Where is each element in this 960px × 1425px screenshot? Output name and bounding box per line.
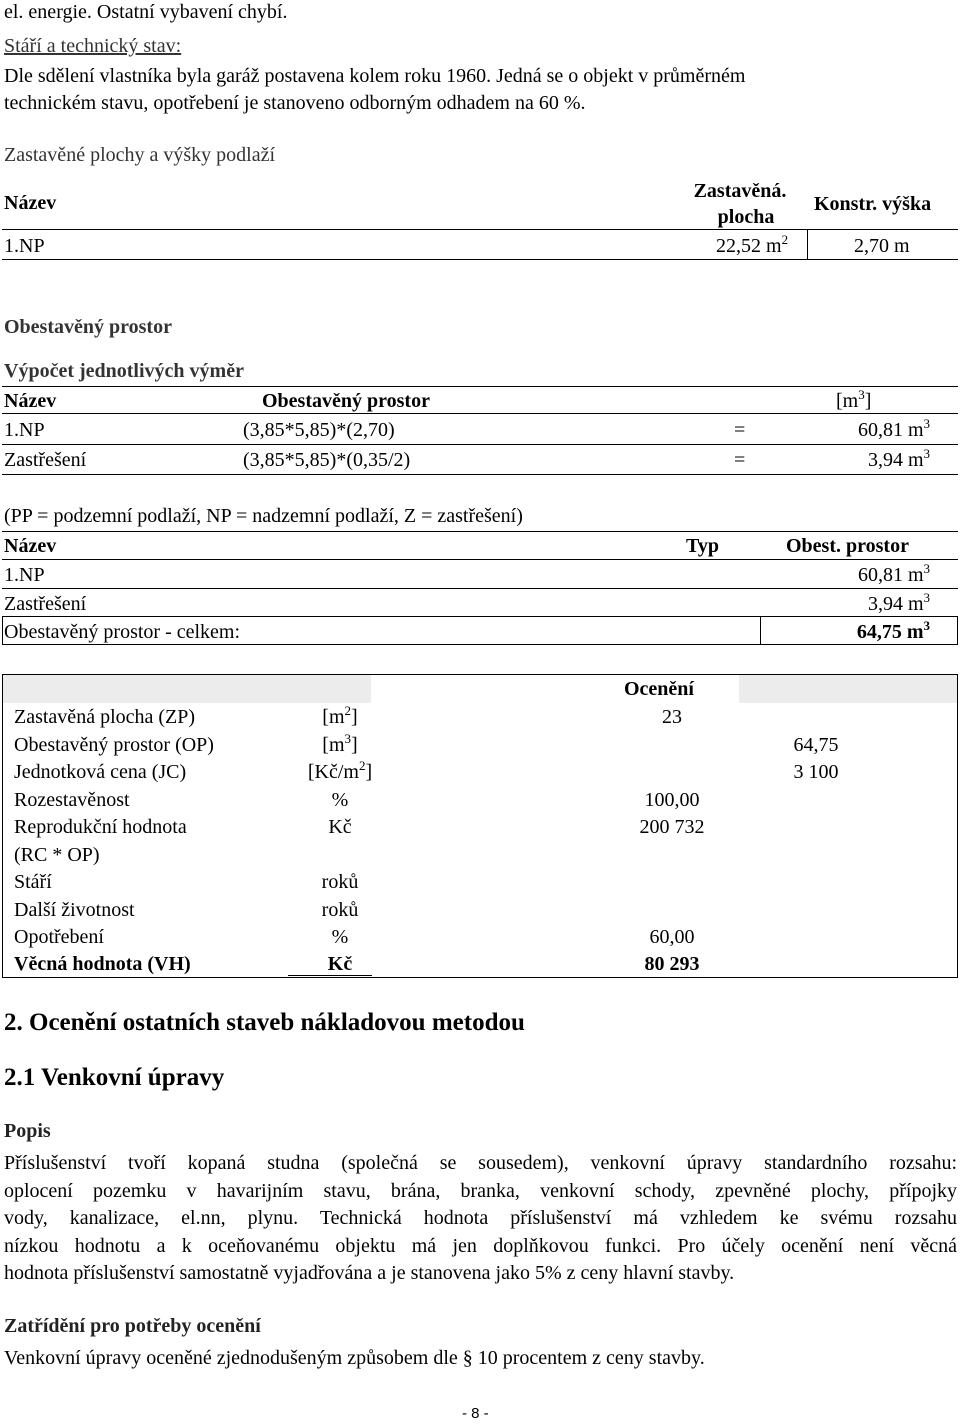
valuation-unit: roků bbox=[321, 899, 359, 921]
summary-row-name: 1.NP bbox=[4, 564, 45, 586]
popis-line: nízkou hodnotu a k oceňovanému objektu má jen doplňkovou funkci. Pro účely ocenění není věcná bbox=[4, 1234, 957, 1257]
valuation-unit: Kč bbox=[328, 816, 352, 838]
zastavene-col-nazev: Název bbox=[4, 192, 57, 214]
obestaveny-heading: Obestavěný prostor bbox=[4, 316, 172, 338]
valuation-unit-underline bbox=[288, 975, 372, 976]
valuation-total: 3 100 bbox=[793, 761, 839, 783]
valuation-label: Stáří bbox=[14, 871, 52, 893]
popis-line: hodnota příslušenství samostatně vyjadřována a je stanovena jako 5% z ceny hlavní stavby. bbox=[4, 1262, 735, 1284]
valuation-unit: $[m^3]$ bbox=[322, 731, 358, 756]
zatrideni-text: Venkovní úpravy oceněné zjednodušeným způsobem dle § 10 procentem z ceny stavby. bbox=[4, 1347, 705, 1369]
valuation-value: 80 293 bbox=[644, 953, 700, 975]
stari-para-line2: technickém stavu, opotřebení je stanoveno odborným odhadem na 60 %. bbox=[4, 92, 586, 114]
obestaveny-row-name: Zastřešení bbox=[4, 449, 87, 471]
summary-total-label: Obestavěný prostor - celkem: bbox=[4, 621, 241, 643]
summary-row-name: Zastřešení bbox=[4, 593, 87, 615]
zastavene-col-vyska: Konstr. výška bbox=[814, 193, 932, 215]
valuation-header-shade bbox=[3, 675, 371, 703]
zastavene-header-rule bbox=[2, 229, 958, 230]
valuation-label: Další životnost bbox=[14, 899, 135, 921]
summary-legend: (PP = podzemní podlaží, NP = nadzemní podlaží, Z = zastřešení) bbox=[4, 505, 523, 527]
zastavene-row-name: 1.NP bbox=[4, 235, 45, 257]
popis-line: oplocení pozemku v havarijním stavu, brána, branka, venkovní schody, zpevněné plochy, přípojky bbox=[4, 1179, 957, 1202]
valuation-unit: $[m^2]$ bbox=[322, 703, 358, 728]
valuation-unit: % bbox=[331, 789, 349, 811]
zastavene-row-area: 22,52 $m^2$ bbox=[716, 232, 789, 257]
summary-col-typ: Typ bbox=[686, 535, 719, 557]
valuation-unit: $[Kč/m^2]$ bbox=[307, 758, 373, 783]
zatrideni-heading: Zatřídění pro potřeby ocenění bbox=[4, 1315, 261, 1337]
summary-top-rule bbox=[2, 531, 958, 532]
valuation-label: Reprodukční hodnota bbox=[14, 816, 187, 838]
summary-col-nazev: Název bbox=[4, 535, 57, 557]
intro-text: el. energie. Ostatní vybavení chybí. bbox=[4, 1, 288, 23]
summary-row-rule bbox=[2, 588, 958, 589]
obestaveny-header-rule bbox=[2, 413, 958, 414]
valuation-label: Obestavěný prostor (OP) bbox=[14, 734, 214, 756]
obestaveny-col-nazev: Název bbox=[4, 390, 57, 412]
obestaveny-row-eq: = bbox=[734, 449, 746, 471]
obestaveny-col-prostor: Obestavěný prostor bbox=[262, 390, 430, 412]
popis-heading: Popis bbox=[4, 1120, 51, 1142]
valuation-label: (RC * OP) bbox=[14, 844, 100, 866]
valuation-unit: Kč bbox=[327, 953, 353, 975]
obestaveny-row-rule bbox=[2, 444, 958, 445]
zastavene-row-height: 2,70 m bbox=[854, 235, 910, 257]
valuation-label: Opotřebení bbox=[14, 926, 104, 948]
popis-line: Příslušenství tvoří kopaná studna (společná se sousedem), venkovní úpravy standardního rozsahu: bbox=[4, 1152, 957, 1174]
obestaveny-bottom-rule bbox=[2, 474, 958, 475]
summary-col-obest: Obest. prostor bbox=[786, 535, 909, 557]
valuation-unit: roků bbox=[321, 871, 359, 893]
valuation-header: Ocenění bbox=[624, 678, 694, 700]
obestaveny-row-value: 3,94 $m^3$ bbox=[867, 446, 930, 471]
section2-heading: 2. Ocenění ostatních staveb nákladovou metodou bbox=[4, 1009, 525, 1036]
stari-para-line1: Dle sdělení vlastníka byla garáž postavena kolem roku 1960. Jedná se o objekt v průměrném bbox=[4, 65, 746, 87]
obestaveny-row-formula: (3,85*5,85)*(0,35/2) bbox=[243, 449, 411, 471]
obestaveny-row-value: 60,81 $m^3$ bbox=[857, 416, 930, 441]
valuation-label: Zastavěná plocha (ZP) bbox=[14, 706, 196, 728]
obestaveny-top-rule bbox=[2, 386, 958, 387]
valuation-header-shade bbox=[739, 675, 957, 703]
obestaveny-subheading: Výpočet jednotlivých výměr bbox=[4, 360, 244, 382]
valuation-value: 200 732 bbox=[639, 816, 705, 838]
valuation-value: 100,00 bbox=[644, 789, 700, 811]
valuation-unit: % bbox=[331, 926, 349, 948]
zastavene-col-divider bbox=[807, 229, 808, 260]
popis-paragraph bbox=[4, 1150, 957, 1288]
obestaveny-col-unit: $[m^3]$ bbox=[836, 387, 872, 412]
zastavene-col-plocha-2: plocha bbox=[717, 206, 775, 228]
obestaveny-row-name: 1.NP bbox=[4, 419, 45, 441]
obestaveny-row-eq: = bbox=[734, 419, 746, 441]
valuation-label: Jednotková cena (JC) bbox=[14, 761, 187, 783]
valuation-total: 64,75 bbox=[793, 734, 839, 756]
obestaveny-row-formula: (3,85*5,85)*(2,70) bbox=[243, 419, 395, 441]
summary-row-value: 60,81 $m^3$ bbox=[857, 561, 930, 586]
summary-total-value: 64,75 $m^3$ bbox=[856, 618, 930, 643]
zastavene-heading: Zastavěné plochy a výšky podlaží bbox=[4, 144, 276, 166]
valuation-value: 23 bbox=[662, 706, 682, 728]
zastavene-bottom-rule bbox=[2, 259, 958, 260]
valuation-label: Rozestavěnost bbox=[14, 789, 130, 811]
stari-heading: Stáří a technický stav: bbox=[4, 35, 182, 57]
page-number: - 8 - bbox=[462, 1405, 489, 1422]
summary-row-value: 3,94 $m^3$ bbox=[867, 590, 930, 615]
valuation-value: 60,00 bbox=[649, 926, 695, 948]
section2-subheading: 2.1 Venkovní úpravy bbox=[4, 1064, 225, 1091]
valuation-label: Věcná hodnota (VH) bbox=[14, 953, 191, 975]
summary-header-rule bbox=[2, 559, 958, 560]
summary-total-divider bbox=[760, 616, 761, 645]
zastavene-col-plocha-1: Zastavěná. bbox=[693, 180, 787, 202]
popis-line: vody, kanalizace, el.nn, plynu. Technická hodnota příslušenství má vzhledem ke svému rozsahu bbox=[4, 1207, 957, 1229]
